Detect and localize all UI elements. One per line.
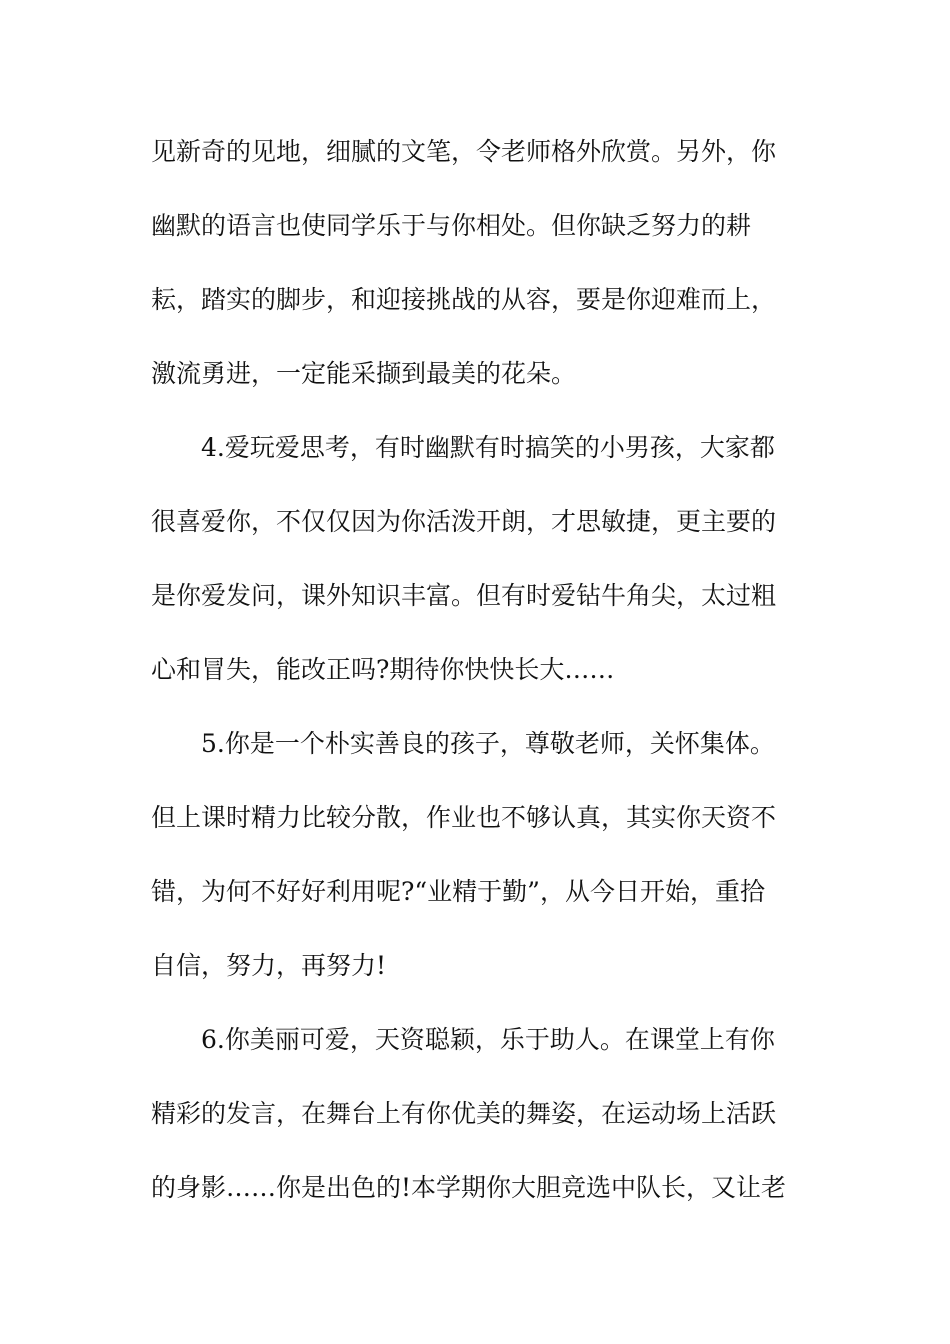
paragraph-4-first-line: 4.爱玩爱思考，有时幽默有时搞笑的小男孩，大家都 <box>201 433 775 462</box>
text-line: 激流勇进，一定能采撷到最美的花朵。 <box>151 359 577 388</box>
text-line: 耘，踏实的脚步，和迎接挑战的从容，要是你迎难而上， <box>151 285 777 314</box>
text-line: 幽默的语言也使同学乐于与你相处。但你缺乏努力的耕 <box>151 211 752 240</box>
text-line: 但上课时精力比较分散，作业也不够认真，其实你天资不 <box>151 803 777 832</box>
paragraph-5-first-line: 5.你是一个朴实善良的孩子，尊敬老师，关怀集体。 <box>201 729 775 758</box>
text-line: 见新奇的见地，细腻的文笔，令老师格外欣赏。另外，你 <box>151 137 777 166</box>
paragraph-6-first-line: 6.你美丽可爱，天资聪颖，乐于助人。在课堂上有你 <box>201 1025 775 1054</box>
text-line: 自信，努力，再努力! <box>151 951 387 980</box>
text-line: 的身影……你是出色的!本学期你大胆竞选中队长，又让老 <box>151 1173 787 1202</box>
text-line: 很喜爱你，不仅仅因为你活泼开朗，才思敏捷，更主要的 <box>151 507 777 536</box>
text-line: 错，为何不好好利用呢?“业精于勤”，从今日开始，重拾 <box>151 877 765 906</box>
text-line: 精彩的发言，在舞台上有你优美的舞姿，在运动场上活跃 <box>151 1099 777 1128</box>
text-line: 心和冒失，能改正吗?期待你快快长大…… <box>151 655 615 684</box>
text-line: 是你爱发问，课外知识丰富。但有时爱钻牛角尖，太过粗 <box>151 581 777 610</box>
